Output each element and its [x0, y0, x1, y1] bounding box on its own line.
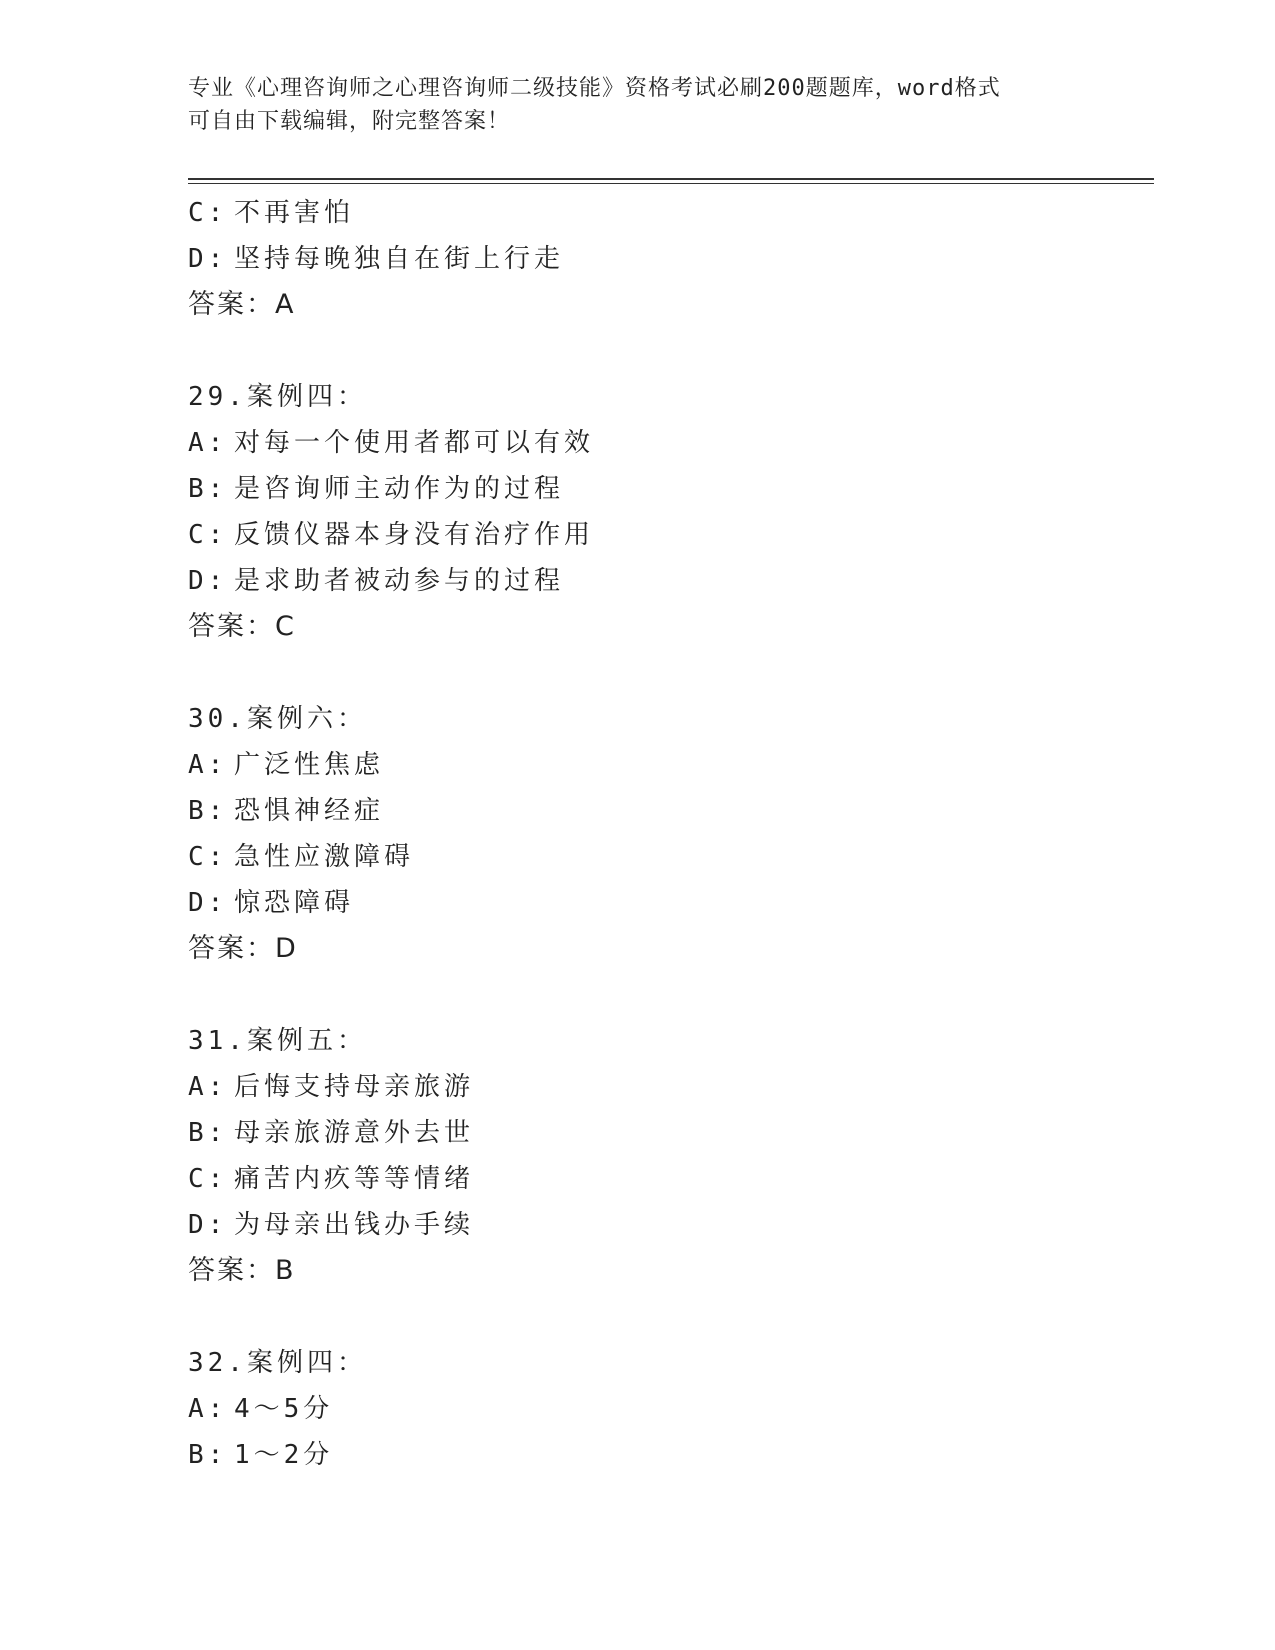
option-text: 反馈仪器本身没有治疗作用 — [234, 520, 595, 550]
option-text: 惊恐障碍 — [234, 888, 355, 918]
option-row — [188, 1110, 1148, 1156]
question-stem: 31.案例五： — [188, 1026, 367, 1056]
option-row — [188, 236, 1148, 282]
answer-line: 答案：D — [188, 933, 298, 964]
option-text: 广泛性焦虑 — [234, 750, 385, 780]
option-row — [188, 466, 1148, 512]
question-list — [188, 190, 1148, 1478]
option-text: 4～5分 — [234, 1394, 334, 1424]
question-stem: 29.案例四： — [188, 382, 367, 412]
spacer — [188, 650, 1148, 696]
option-text: 坚持每晚独自在街上行走 — [234, 244, 565, 274]
option-letter: C: — [188, 198, 228, 228]
option-row — [188, 1386, 1148, 1432]
spacer — [188, 1294, 1148, 1340]
option-text: 是求助者被动参与的过程 — [234, 566, 565, 596]
option-text: 痛苦内疚等等情绪 — [234, 1164, 475, 1194]
option-row — [188, 512, 1148, 558]
option-text: 急性应激障碍 — [234, 842, 415, 872]
question-stem: 32.案例四： — [188, 1348, 367, 1378]
option-letter: C: — [188, 842, 228, 872]
option-letter: A: — [188, 1072, 228, 1102]
option-letter: A: — [188, 1394, 228, 1424]
option-text: 恐惧神经症 — [234, 796, 385, 826]
answer-line: 答案：B — [188, 1255, 296, 1286]
option-text: 后悔支持母亲旅游 — [234, 1072, 475, 1102]
option-letter: C: — [188, 520, 228, 550]
question-stem: 30.案例六： — [188, 704, 367, 734]
option-row — [188, 742, 1148, 788]
spacer — [188, 972, 1148, 1018]
option-letter: D: — [188, 1210, 228, 1240]
option-letter: D: — [188, 888, 228, 918]
option-text: 不再害怕 — [234, 198, 355, 228]
option-letter: B: — [188, 474, 228, 504]
option-row — [188, 1064, 1148, 1110]
option-row — [188, 880, 1148, 926]
header-divider-thick — [188, 178, 1154, 180]
option-letter: B: — [188, 1440, 228, 1470]
option-text: 对每一个使用者都可以有效 — [234, 428, 595, 458]
header-divider-thin — [188, 183, 1154, 184]
header-title-line-1: 专业《心理咨询师之心理咨询师二级技能》资格考试必刷200题题库，word格式 — [188, 76, 1001, 101]
option-letter: A: — [188, 750, 228, 780]
answer-line: 答案：C — [188, 611, 296, 642]
option-text: 母亲旅游意外去世 — [234, 1118, 475, 1148]
option-letter: D: — [188, 566, 228, 596]
option-row — [188, 190, 1148, 236]
option-text: 是咨询师主动作为的过程 — [234, 474, 565, 504]
option-row — [188, 558, 1148, 604]
spacer — [188, 328, 1148, 374]
option-letter: D: — [188, 244, 228, 274]
option-letter: C: — [188, 1164, 228, 1194]
option-text: 1～2分 — [234, 1440, 334, 1470]
header-title-line-2: 可自由下载编辑，附完整答案！ — [188, 109, 511, 134]
option-row — [188, 420, 1148, 466]
answer-line: 答案：A — [188, 289, 296, 320]
option-text: 为母亲出钱办手续 — [234, 1210, 475, 1240]
option-row — [188, 1156, 1148, 1202]
option-row — [188, 834, 1148, 880]
option-letter: B: — [188, 1118, 228, 1148]
option-row — [188, 1202, 1148, 1248]
option-letter: A: — [188, 428, 228, 458]
option-row — [188, 1432, 1148, 1478]
page-header — [188, 72, 1068, 138]
option-letter: B: — [188, 796, 228, 826]
option-row — [188, 788, 1148, 834]
